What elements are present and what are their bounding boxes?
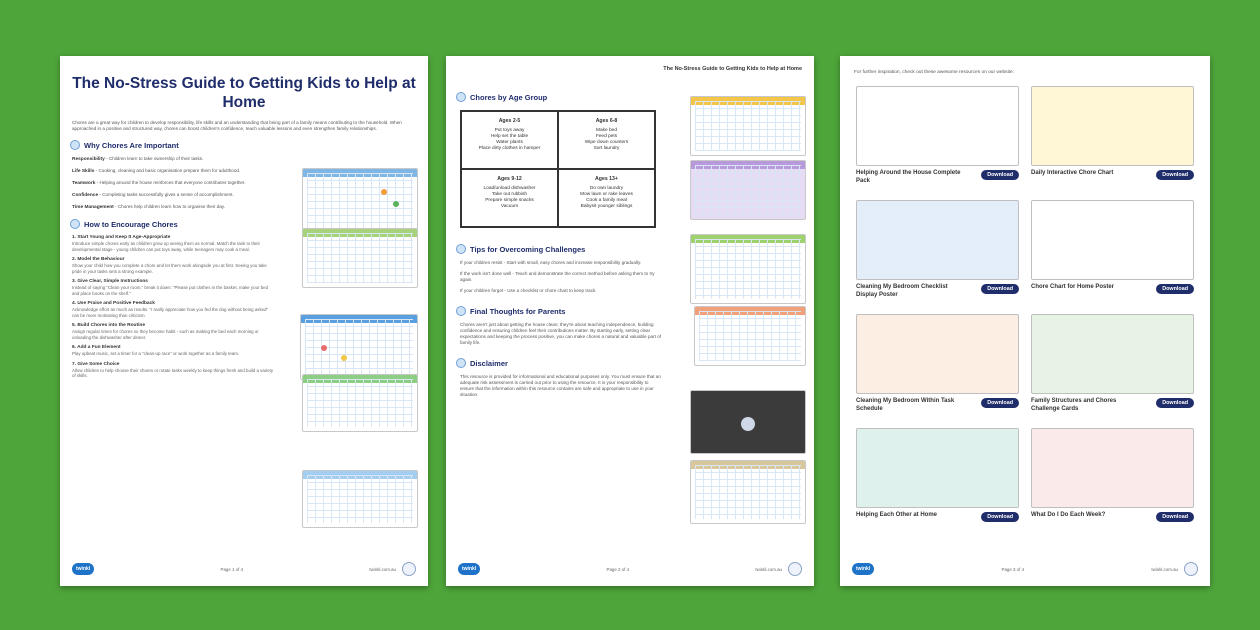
document-page-3 xyxy=(840,56,1210,586)
twinkl-logo: twinkl xyxy=(458,563,480,575)
download-button[interactable]: Download xyxy=(981,398,1019,408)
resource-image xyxy=(856,428,1019,508)
resource-title: Family Structures and Chores Challenge Cards xyxy=(1031,398,1117,412)
age-cell: Ages 2-5 Put toys away Help set the table Water plants Place dirty clothes in hamper xyxy=(461,111,558,169)
quality-seal-icon xyxy=(1184,562,1198,576)
resource-image xyxy=(1031,314,1194,394)
age-cell: Ages 9-12 Load/unload dishwasher Take out rubbish Prepare simple snacks Vacuum xyxy=(461,169,558,227)
resource-image xyxy=(856,200,1019,280)
tip-item: If your children resist - Start with small, easy chores and increase responsibility gradually. xyxy=(460,260,642,265)
section-heading: How to Encourage Chores xyxy=(84,219,178,229)
section-why-chores xyxy=(70,138,418,152)
lightbulb-icon xyxy=(456,92,466,102)
resource-title: Cleaning My Bedroom Checklist Display Poster xyxy=(856,284,948,298)
lightbulb-icon xyxy=(70,219,80,229)
step-item: 6. Add a Fun Element Play upbeat music, set a timer for a "clean-up race" or work together as a family team. xyxy=(72,345,240,356)
resource-thumbnail xyxy=(300,314,418,380)
step-item: 1. Start Young and Keep It Age-Appropriate Introduce simple chores early as children grow up seeing them as normal. Match the task to their developmental stage - young children can put toys away, while teenagers may cook a meal. xyxy=(72,235,260,252)
resource-card xyxy=(1031,86,1194,194)
resource-card xyxy=(1031,314,1194,422)
step-item: 3. Give Clear, Simple Instructions Instead of saying "Clean your room," break it down: "Please put clothes in the basket, make your bed and place books on the shelf." xyxy=(72,279,269,296)
age-group-table xyxy=(460,110,656,228)
benefit-item: Confidence - Completing tasks successfully gives a sense of accomplishment. xyxy=(72,192,234,198)
benefit-item: Life Skills - Cooking, cleaning and basic organisation prepare them for adulthood. xyxy=(72,168,241,174)
resource-thumbnail xyxy=(690,160,806,220)
resource-title: Helping Around the House Complete Pack xyxy=(856,170,961,184)
page-number: Page 2 of 4 xyxy=(606,566,630,572)
resource-title: What Do I Do Each Week? xyxy=(1031,512,1106,518)
download-button[interactable]: Download xyxy=(1156,398,1194,408)
resource-card xyxy=(856,428,1019,536)
resource-card xyxy=(1031,428,1194,536)
tip-item: If the work isn't done well - Teach and demonstrate the correct method before asking them to try again. xyxy=(460,271,655,282)
lightbulb-icon xyxy=(456,306,466,316)
site-url: twinkl.com.au xyxy=(369,562,416,576)
resource-thumbnail xyxy=(690,234,806,304)
resource-image xyxy=(856,86,1019,166)
resource-card xyxy=(1031,200,1194,308)
step-item: 2. Model the Behaviour Show your child how you complete a chore and let them work alongside you at first. Seeing you take pride in your tasks sets a strong example. xyxy=(72,257,267,274)
resource-title: Helping Each Other at Home xyxy=(856,512,938,518)
download-button[interactable]: Download xyxy=(1156,284,1194,294)
resource-image xyxy=(1031,428,1194,508)
step-item: 5. Build Chores into the Routine Assign regular times for chores so they become habit - such as making the bed each morning or unloading the dishwasher after dinner. xyxy=(72,323,259,340)
resource-thumbnail xyxy=(302,168,418,234)
tip-item: If your children forget - Use a checklist or chore chart to keep track. xyxy=(460,288,597,293)
section-disclaimer xyxy=(456,356,684,370)
download-button[interactable]: Download xyxy=(1156,512,1194,522)
section-heading: Chores by Age Group xyxy=(470,92,548,102)
section-chores-by-age xyxy=(456,90,684,104)
document-page-2 xyxy=(446,56,814,586)
page-number: Page 1 of 4 xyxy=(220,566,244,572)
resource-thumbnail xyxy=(690,96,806,156)
page-header: The No-Stress Guide to Getting Kids to Help at Home xyxy=(663,66,802,72)
quality-seal-icon xyxy=(402,562,416,576)
resource-grid xyxy=(856,86,1194,536)
lightbulb-icon xyxy=(456,244,466,254)
benefit-item: Time Management - Chores help children learn how to organise their day. xyxy=(72,204,226,210)
resource-thumbnail xyxy=(302,228,418,288)
page-footer xyxy=(458,562,802,576)
resource-card xyxy=(856,200,1019,308)
lightbulb-icon xyxy=(456,358,466,368)
resource-thumbnail xyxy=(694,306,806,366)
page-footer xyxy=(852,562,1198,576)
lightbulb-icon xyxy=(70,140,80,150)
resource-card xyxy=(856,314,1019,422)
resource-image xyxy=(1031,86,1194,166)
resource-image xyxy=(1031,200,1194,280)
resource-thumbnail xyxy=(302,374,418,432)
benefit-item: Teamwork - Helping around the house reinforces that everyone contributes together. xyxy=(72,180,246,186)
page-footer xyxy=(72,562,416,576)
quality-seal-icon xyxy=(788,562,802,576)
document-page-1 xyxy=(60,56,428,586)
resource-card xyxy=(856,86,1019,194)
benefit-item: Responsibility - Children learn to take ownership of their tasks. xyxy=(72,156,204,162)
intro-paragraph: Chores are a great way for children to develop responsibility, life skills and an understanding that being part of a family means contributing to the household. When approached in a positive and structured way, chores can boost children's confidence, teach valuable lessons and even strengthen family relationships. xyxy=(72,120,402,131)
page-title: The No-Stress Guide to Getting Kids to Help at Home xyxy=(72,75,416,111)
section-tips xyxy=(456,242,684,256)
final-paragraph: Chores aren't just about getting the house clean; they're about teaching independence, building confidence and ensuring children feel their contributions matter. By starting early, setting clear expectations and keeping the process positive, you can make chores a natural and valuable part of family life. xyxy=(460,322,661,345)
resource-image xyxy=(856,314,1019,394)
download-button[interactable]: Download xyxy=(981,512,1019,522)
section-heading: Tips for Overcoming Challenges xyxy=(470,244,586,254)
resource-thumbnail xyxy=(690,390,806,454)
disclaimer-paragraph: This resource is provided for informational and educational purposes only. You must ensure that an adequate risk assessment is carried out prior to using the resource. It is your responsibility to ensure that the information within this resource contains are safe and appropriate to use in your situation. xyxy=(460,374,661,397)
download-button[interactable]: Download xyxy=(981,284,1019,294)
resource-title: Chore Chart for Home Poster xyxy=(1031,284,1115,290)
step-item: 4. Use Praise and Positive Feedback Acknowledge effort as much as results. "I really appreciate how you fed the dog without being asked" can be more motivating than criticism. xyxy=(72,301,269,318)
download-button[interactable]: Download xyxy=(981,170,1019,180)
resource-thumbnail xyxy=(302,470,418,528)
age-cell: Ages 13+ Do own laundry Mow lawn or rake leaves Cook a family meal Babysit younger siblings xyxy=(558,169,655,227)
section-heading: Final Thoughts for Parents xyxy=(470,306,566,316)
resource-title: Daily Interactive Chore Chart xyxy=(1031,170,1114,176)
page-number: Page 3 of 4 xyxy=(1001,566,1025,572)
download-button[interactable]: Download xyxy=(1156,170,1194,180)
section-heading: Disclaimer xyxy=(470,358,508,368)
resource-thumbnail xyxy=(690,460,806,524)
step-item: 7. Give Some Choice Allow children to help choose their chores or rotate tasks weekly to keep things fresh and build a variety of skills. xyxy=(72,361,274,378)
section-final-thoughts xyxy=(456,304,684,318)
resources-intro: For further inspiration, check out these awesome resources on our website: xyxy=(854,70,1014,75)
site-url: twinkl.com.au xyxy=(755,562,802,576)
section-heading: Why Chores Are Important xyxy=(84,140,179,150)
site-url: twinkl.com.au xyxy=(1151,562,1198,576)
twinkl-logo: twinkl xyxy=(852,563,874,575)
twinkl-logo: twinkl xyxy=(72,563,94,575)
resource-title: Cleaning My Bedroom Within Task Schedule xyxy=(856,398,955,412)
age-cell: Ages 6-8 Make bed Feed pets Wipe down counters Sort laundry xyxy=(558,111,655,169)
